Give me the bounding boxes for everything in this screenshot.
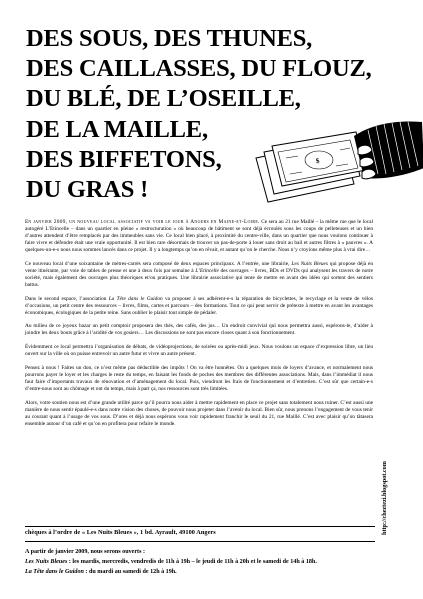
- schedule-name: La Tête dans le Guidon: [25, 569, 84, 575]
- footer-divider: [25, 541, 375, 542]
- headline-line: DU BLÉ, DE L’OSEILLE,: [26, 85, 301, 113]
- headline-line: DES SOUS, DES THUNES,: [26, 25, 313, 52]
- schedule-intro: [25, 547, 385, 557]
- paragraph-intro: [25, 219, 373, 254]
- headline-line: DES CAILLASSES, DU FLOUZ,: [26, 55, 372, 83]
- schedule-hours: : les mardis, mercredis, vendredis de 11h à 19h – le jeudi de 11h à 20h et le samedi de 14h à 18h.: [67, 559, 317, 565]
- librairie-name: Les Nuits Bleues: [291, 260, 328, 267]
- paragraph-soutien: Alors, votre soutien nous est d’une grande utilité parce qu’il pourra nous aider à mettre rapidement en place ce projet sans totalement nous ruiner. C’est aussi une manière de nous sentir épaulé-e-s dans notre vision des choses, de pouvoir nous projeter dans l’avenir du local. Bien sûr, nous prenons l’engagement de vous tenir au courant quant à l’usage de vos sous. D’ores et déjà nous espérons vous voir rapidement franchir le seuil du 21, rue Maillé. C’est avec plaisir qu’on tâtasera ensemble autour d’un café et qu’on en profitera pour refaire le monde.: [25, 399, 373, 427]
- headline-line: DE LA MAILLE,: [26, 115, 208, 143]
- footer-divider: [25, 526, 375, 527]
- schedule-hours: : du mardi au samedi de 12h à 19h.: [83, 569, 177, 575]
- paragraph-debats: Évidemment ce local permettra l’organisation de débats, de vidéoprojections, de soirées ou après-midi jeux. Nous voulons un espace d’expression libre, un lieu ouvert sur la ville où on puisse entrevoir un autre futur et vivre un autre présent.: [25, 344, 373, 358]
- cheques-line: chèques à l’ordre de « Les Nuits Bleues », 1 bd. Ayrault, 49100 Angers: [25, 529, 216, 536]
- banknotes-hand-illustration: [246, 118, 423, 210]
- schedule-intro-text: A partir de janvier 2009, nous serons ouverts :: [25, 549, 146, 555]
- schedule-name: Les Nuits Bleues: [25, 559, 68, 565]
- opening-hours: [25, 547, 385, 577]
- headline-line: DU GRAS !: [26, 176, 149, 204]
- schedule-row-librairie: [25, 557, 385, 567]
- drop-cap: E: [25, 219, 29, 225]
- paragraph-text: Dans le second espace, l’association: [25, 295, 109, 302]
- lead-sentence: n janvier 2009, un nouveau local associatif va voir le jour à Angers en Maine-et-Loire.: [28, 219, 260, 225]
- paragraph-text: va proposer à ses adhérent-e-s la réparation de bicyclettes, le recyclage et la vente de vélos d’occasions, un petit centre des ressources – livres, films, cartes et parcours – des formations. Tout ce qui peut servir de prétexte à mettre en avant les avantages économiques, écologiques de la petite reine. Sans oublier le plaisir tout simple de pédaler.: [25, 295, 373, 316]
- blog-url[interactable]: http://cheztezi.blogspot.com: [381, 461, 388, 535]
- paragraph-text: qui propose déjà en vente itinérante, par voie de tables de presse et une à deux fois par semaine à: [25, 260, 373, 274]
- paragraph-text: Ce sera au 21 rue Maillé – la même rue que le local autogéré L’Etincelle – dans un quartier en pleine « restructuration » où beaucoup de bâtiment se sont déjà écroulés sous les coups de pelleteuses et un bien d’autres attendent d’être remplacés par des immeubles sans vie. Ce local bien placé, à proximité du centre-ville, dans un quartier que nous voulons continuer à faire vivre et défendre était une vraie opportunité. Il est bien rare désormais de trouver un pas-de-porte à louer sans droit au bail et autres filtres à « pauvres ». A quelques-un-e-s nous nous sommes lancés dans ce projet. Il y a longtemps qu’on en rêvait, et autant qu’on le cherche. Nous n’y croyions même plus à vrai dire…: [25, 219, 373, 254]
- schedule-row-velo: [25, 567, 385, 577]
- paragraph-velo: [25, 296, 373, 317]
- article-body: [25, 219, 373, 434]
- etincelle-name: L’Etincelle: [195, 267, 219, 274]
- paragraph-librairie: [25, 261, 373, 289]
- headline-line: DES BIFFETONS,: [26, 145, 222, 173]
- paragraph-text: des ouvrages – livres, BDs et DVDs qui analysent les travers de notre société, mais également des ouvrages plus théoriques et/ou pratiques. Une librairie associative qui tente de mettre en avant des idées qui sortent des sentiers battus.: [25, 267, 373, 288]
- svg-text:$: $: [315, 156, 321, 166]
- paragraph-text: Ce nouveau local d’une soixantaine de mètres-carrés sera composé de deux espaces principaux. A l’entrée, une librairie,: [25, 260, 292, 267]
- paragraph-comptoir: Au milieu de ce joyeux bazar un petit comptoir proposera des thés, des cafés, des jus… Un endroit convivial qui nous permettra aussi, espérons-le, d’aider à joindre les deux bouts grâce à l’aridité de vos gosiers… Les discussions ne sont pas encore closes quant à son fonctionnement.: [25, 323, 373, 337]
- association-name: La Tête dans le Guidon: [108, 295, 163, 302]
- paragraph-dons: Pensez à nous ! Faites un don, ce n’est même pas déductible des impôts ! On va être honnêtes. On a quelques mois de loyers d’avance, et normalement nous pourrons payer le loyer et les charges le reste du temps, en faisant les fonds de poches des membres des différentes associations. Mais, dans l’immédiat il nous faut faire d’importants travaux de rénovation et d’aménagement du local. Puis, viendront les frais de fonctionnement et d’entretien. C’est sûr que certain-e-s d’entre-nous sont au chômage et ont du temps, mais à part ça, nos ressources sont très limitées.: [25, 364, 373, 392]
